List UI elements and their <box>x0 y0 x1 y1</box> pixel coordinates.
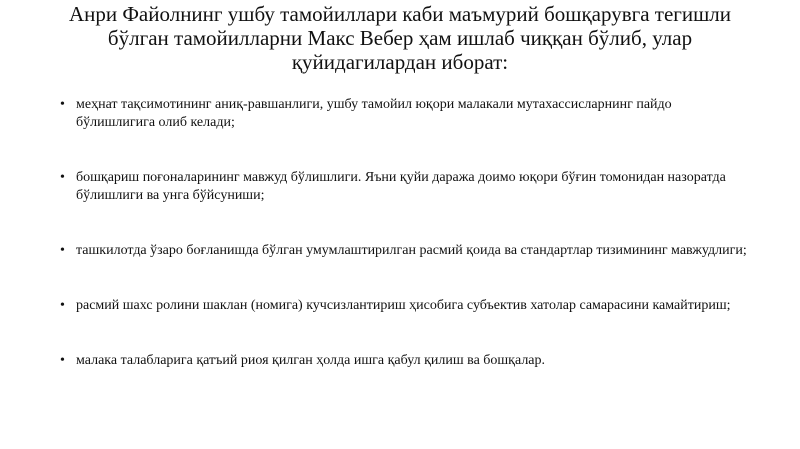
bullet-text: меҳнат тақсимотининг аниқ-равшанлиги, ушбу тамойил юқори малакали мутахассисларнинг пайдо бўлишлигига олиб келади; <box>76 97 672 130</box>
bullet-item <box>60 169 750 205</box>
slide-title: Анри Файолнинг ушбу тамойиллари каби маъмурий бошқарувга тегишли бўлган тамойилларни Макс Вебер ҳам ишлаб чиққан бўлиб, улар қуйидагилардан иборат: <box>68 2 732 74</box>
bullet-text: ташкилотда ўзаро боғланишда бўлган умумлаштирилган расмий қоида ва стандартлар тизимининг мавжудлиги; <box>76 243 747 258</box>
bullet-marker: • <box>60 353 65 368</box>
bullet-text: малака талабларига қатъий риоя қилган ҳолда ишга қабул қилиш ва бошқалар. <box>76 353 546 368</box>
bullet-item <box>60 297 750 315</box>
bullet-marker: • <box>60 170 65 185</box>
bullet-text: бошқариш поғоналарининг мавжуд бўлишлиги. Яъни қуйи даража доимо юқори бўғин томонидан назоратда бўлишлиги ва унга бўйсуниши; <box>76 170 726 203</box>
bullet-text: расмий шахс ролини шаклан (номига) кучсизлантириш ҳисобига субъектив хатолар самарасини камайтириш; <box>76 298 731 313</box>
bullet-item <box>60 96 750 132</box>
bullet-marker: • <box>60 97 65 112</box>
bullet-item <box>60 242 750 260</box>
bullet-list <box>60 96 750 370</box>
bullet-marker: • <box>60 243 65 258</box>
bullet-marker: • <box>60 298 65 313</box>
bullet-item <box>60 352 750 370</box>
